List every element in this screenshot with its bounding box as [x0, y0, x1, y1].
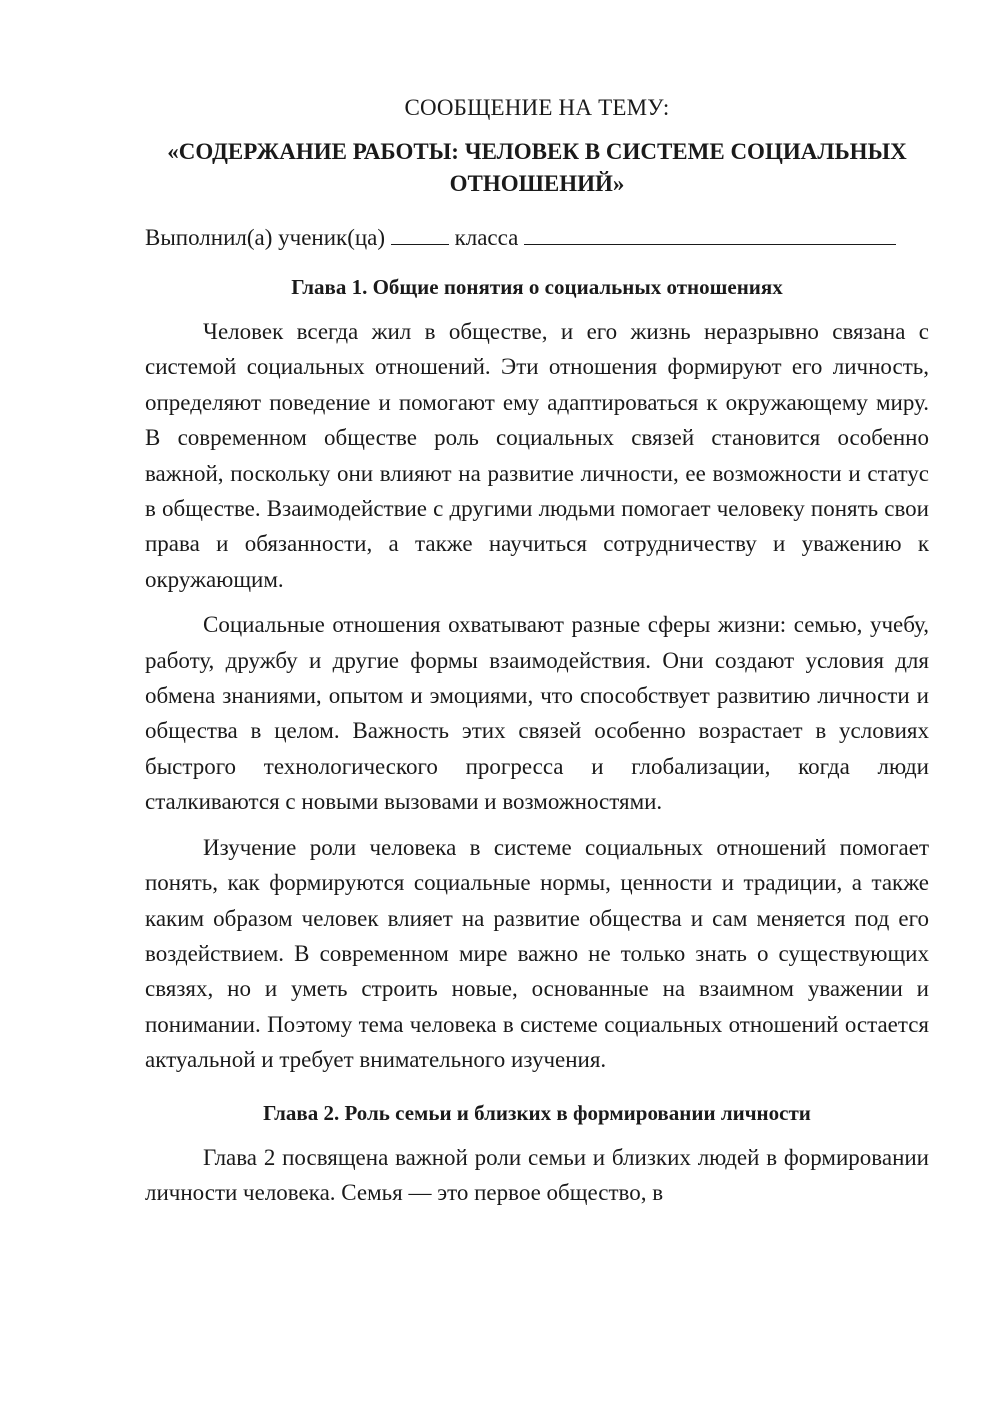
chapter-1-paragraph: Человек всегда жил в обществе, и его жизнь неразрывно связана с системой социальных отношений. Эти отношения формируют его личность, определяют поведение и помогают ему адаптироваться к окружающему миру. В современном обществе роль социальных связей становится особенно важной, поскольку они влияют на развитие личности, ее возможности и статус в обществе. Взаимодействие с другими людьми помогает человеку понять свои права и обязанности, а также научиться сотрудничеству и уважению к окружающим.	[145, 319, 929, 592]
chapter-1-heading: Глава 1. Общие понятия о социальных отношениях	[291, 275, 783, 299]
author-line	[145, 222, 929, 254]
chapter-2-heading: Глава 2. Роль семьи и близких в формировании личности	[263, 1100, 811, 1125]
chapter-1-paragraph: Изучение роли человека в системе социальных отношений помогает понять, как формируются социальные нормы, ценности и традиции, а также каким образом человек влияет на развитие общества и сам меняется под его воздействием. В современном мире важно не только знать о существующих связях, но и уметь строить новые, основанные на взаимном уважении и понимании. Поэтому тема человека в системе социальных отношений остается актуальной и требует внимательного изучения.	[145, 834, 929, 1073]
chapter-1-paragraph: Социальные отношения охватывают разные сферы жизни: семью, учебу, работу, дружбу и другие формы взаимодействия. Они создают условия для обмена знаниями, опытом и эмоциями, что способствует развитию личности и общества в целом. Важность этих связей особенно возрастает в условиях быстрого технологического прогресса и глобализации, когда люди сталкиваются с новыми вызовами и возможностями.	[145, 612, 929, 815]
performed-label: Выполнил(а) ученик(ца)	[145, 225, 386, 250]
grade-blank	[391, 222, 449, 245]
class-label: класса	[454, 225, 519, 250]
name-blank	[524, 222, 896, 245]
chapter-2-paragraph: Глава 2 посвящена важной роли семьи и близких людей в формировании личности человека. Семья — это первое общество, в	[145, 1144, 929, 1205]
document-page	[145, 92, 929, 1220]
subject-line: СООБЩЕНИЕ НА ТЕМУ:	[404, 95, 670, 120]
document-title: «СОДЕРЖАНИЕ РАБОТЫ: ЧЕЛОВЕК В СИСТЕМЕ СОЦИАЛЬНЫХ ОТНОШЕНИЙ»	[167, 139, 907, 196]
